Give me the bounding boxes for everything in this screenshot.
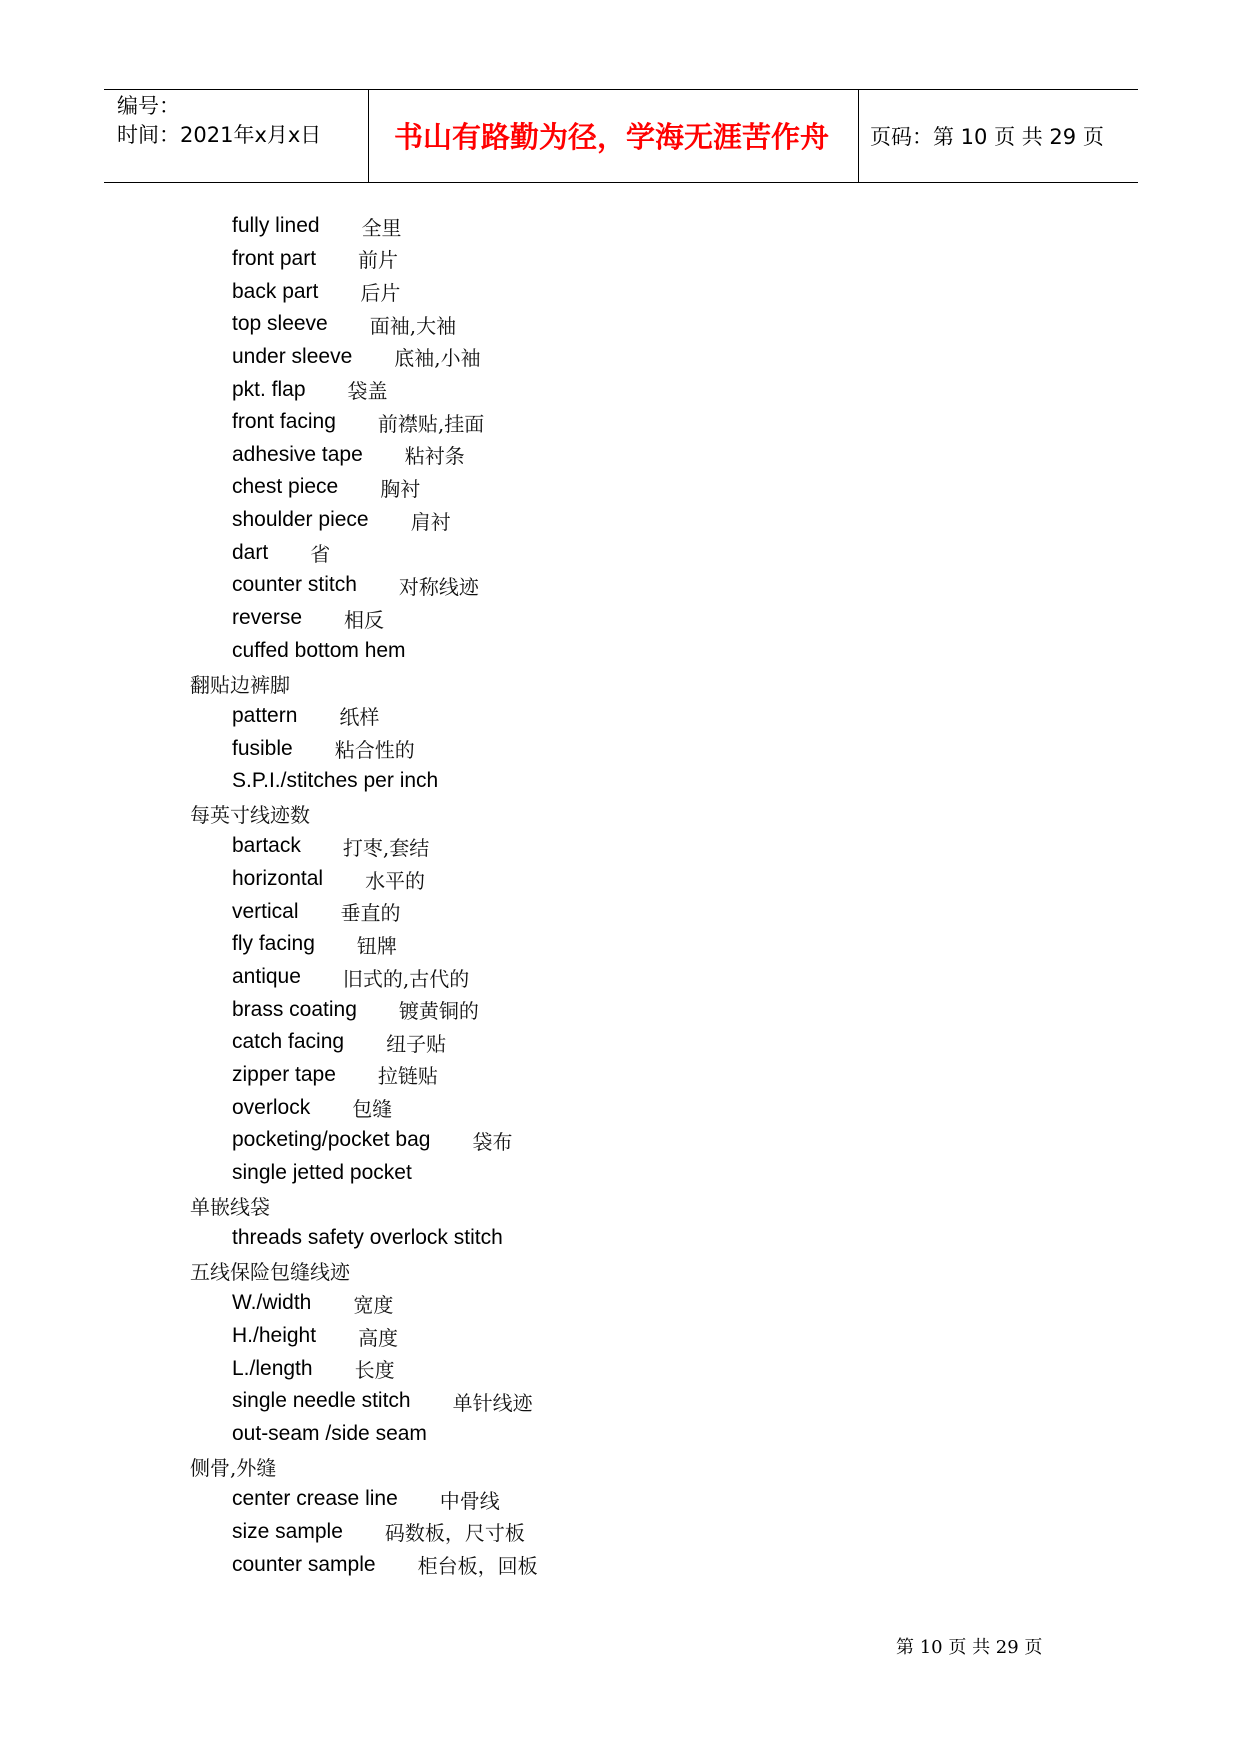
term-chinese: 五线保险包缝线迹 — [190, 1260, 350, 1285]
glossary-translation-line — [190, 1450, 1090, 1483]
glossary-entry — [190, 373, 1090, 406]
term-english: back part — [232, 279, 319, 303]
term-chinese: 翻贴边裤脚 — [190, 672, 290, 697]
term-english: S.P.I./stitches per inch — [232, 769, 439, 793]
term-chinese: 每英寸线迹数 — [190, 803, 310, 828]
term-chinese: 高度 — [358, 1325, 399, 1350]
glossary-entry — [190, 1091, 1090, 1124]
term-english: antique — [232, 965, 301, 989]
term-chinese: 柜台板，回板 — [417, 1554, 538, 1579]
glossary-list — [190, 210, 1090, 1581]
term-chinese: 长度 — [354, 1358, 395, 1383]
term-english: pattern — [232, 703, 298, 727]
term-english: counter stitch — [232, 573, 357, 597]
term-english: counter sample — [232, 1552, 376, 1576]
glossary-entry — [190, 1483, 1090, 1516]
term-english: fusible — [232, 736, 293, 760]
glossary-translation-line — [190, 1255, 1090, 1288]
header-page-info: 页码：第 10 页 共 29 页 — [870, 125, 1104, 149]
glossary-entry — [190, 830, 1090, 863]
term-chinese: 拉链贴 — [377, 1064, 438, 1089]
glossary-entry — [190, 732, 1090, 765]
term-chinese: 纸样 — [339, 705, 380, 730]
term-chinese: 垂直的 — [340, 901, 401, 926]
term-chinese: 纽子贴 — [386, 1031, 447, 1056]
glossary-entry — [190, 1418, 1090, 1451]
term-chinese: 底袖,小袖 — [394, 346, 481, 371]
glossary-entry — [190, 1157, 1090, 1190]
glossary-entry — [190, 1059, 1090, 1092]
term-chinese: 袋布 — [472, 1129, 513, 1154]
term-english: front facing — [232, 410, 336, 434]
term-chinese: 粘衬条 — [404, 444, 465, 469]
glossary-entry — [190, 634, 1090, 667]
glossary-entry — [190, 406, 1090, 439]
term-english: under sleeve — [232, 344, 353, 368]
term-chinese: 粘合性的 — [334, 738, 415, 763]
glossary-entry — [190, 765, 1090, 798]
term-english: bartack — [232, 834, 301, 858]
term-english: H./height — [232, 1324, 317, 1348]
term-chinese: 省 — [310, 542, 331, 567]
term-chinese: 相反 — [344, 607, 385, 632]
glossary-entry — [190, 1352, 1090, 1385]
term-chinese: 中骨线 — [439, 1488, 500, 1513]
glossary-entry — [190, 895, 1090, 928]
glossary-entry — [190, 1124, 1090, 1157]
glossary-entry — [190, 1222, 1090, 1255]
glossary-entry — [190, 602, 1090, 635]
term-english: fully lined — [232, 214, 320, 238]
header-bottom-rule — [104, 182, 1138, 183]
term-english: fly facing — [232, 932, 315, 956]
glossary-entry — [190, 504, 1090, 537]
glossary-entry — [190, 536, 1090, 569]
glossary-entry — [190, 471, 1090, 504]
term-chinese: 单嵌线袋 — [190, 1195, 270, 1220]
number-label: 编号： — [117, 94, 180, 118]
header-divider-right — [858, 89, 859, 182]
term-chinese: 旧式的,古代的 — [342, 966, 470, 991]
term-english: adhesive tape — [232, 442, 363, 466]
glossary-entry — [190, 243, 1090, 276]
term-chinese: 打枣,套结 — [342, 835, 430, 860]
glossary-entry — [190, 928, 1090, 961]
term-english: out-seam /side seam — [232, 1422, 427, 1446]
term-chinese: 前襟贴,挂面 — [377, 411, 485, 436]
glossary-entry — [190, 1385, 1090, 1418]
term-chinese: 全里 — [361, 215, 402, 240]
term-english: catch facing — [232, 1030, 345, 1054]
glossary-entry — [190, 569, 1090, 602]
term-chinese: 单针线迹 — [452, 1390, 533, 1415]
glossary-entry — [190, 700, 1090, 733]
glossary-entry — [190, 438, 1090, 471]
term-english: reverse — [232, 606, 303, 629]
term-chinese: 胸衬 — [380, 476, 421, 501]
term-english: single needle stitch — [232, 1389, 411, 1413]
footer-page-info: 第 10 页 共 29 页 — [896, 1637, 1043, 1658]
glossary-entry — [190, 1548, 1090, 1581]
term-english: vertical — [232, 899, 299, 923]
term-english: pkt. flap — [232, 377, 306, 401]
term-chinese: 袋盖 — [347, 379, 388, 404]
glossary-entry — [190, 341, 1090, 374]
time-label: 时间：2021年x月x日 — [117, 123, 322, 147]
glossary-entry — [190, 1516, 1090, 1549]
term-chinese: 后片 — [360, 281, 401, 306]
term-english: size sample — [232, 1519, 343, 1543]
glossary-entry — [190, 275, 1090, 308]
term-english: front part — [232, 246, 317, 270]
term-chinese: 水平的 — [365, 868, 426, 893]
term-english: top sleeve — [232, 312, 328, 336]
term-chinese: 镀黄铜的 — [398, 999, 479, 1024]
term-chinese: 钮牌 — [356, 933, 397, 958]
glossary-entry — [190, 993, 1090, 1026]
glossary-entry — [190, 1287, 1090, 1320]
glossary-translation-line — [190, 667, 1090, 700]
glossary-entry — [190, 1320, 1090, 1353]
glossary-entry — [190, 961, 1090, 994]
header-divider-left — [368, 89, 369, 182]
glossary-translation-line — [190, 798, 1090, 831]
header-top-rule — [104, 89, 1138, 90]
term-english: single jetted pocket — [232, 1160, 412, 1184]
term-english: dart — [232, 540, 269, 564]
term-english: center crease line — [232, 1487, 398, 1511]
term-english: horizontal — [232, 867, 324, 891]
term-chinese: 面袖,大袖 — [369, 313, 457, 338]
glossary-entry — [190, 308, 1090, 341]
term-english: shoulder piece — [232, 508, 369, 532]
term-chinese: 肩衬 — [410, 509, 451, 534]
term-chinese: 前片 — [358, 248, 399, 273]
term-english: pocketing/pocket bag — [232, 1128, 431, 1152]
term-english: L./length — [232, 1356, 313, 1380]
glossary-entry — [190, 1026, 1090, 1059]
term-english: W./width — [232, 1291, 312, 1315]
term-chinese: 宽度 — [353, 1292, 394, 1317]
term-english: chest piece — [232, 475, 339, 499]
glossary-entry — [190, 210, 1090, 243]
term-chinese: 包缝 — [352, 1097, 393, 1122]
term-chinese: 码数板，尺寸板 — [384, 1521, 525, 1546]
term-english: cuffed bottom hem — [232, 638, 406, 662]
term-english: zipper tape — [232, 1062, 336, 1086]
term-chinese: 侧骨,外缝 — [190, 1456, 277, 1481]
term-english: brass coating — [232, 997, 357, 1021]
glossary-translation-line — [190, 1189, 1090, 1222]
term-english: threads safety overlock stitch — [232, 1226, 503, 1250]
header-meta — [117, 92, 321, 150]
term-english: overlock — [232, 1095, 311, 1119]
glossary-entry — [190, 863, 1090, 896]
header-motto: 书山有路勤为径，学海无涯苦作舟 — [394, 120, 830, 154]
term-chinese: 对称线迹 — [398, 574, 479, 599]
